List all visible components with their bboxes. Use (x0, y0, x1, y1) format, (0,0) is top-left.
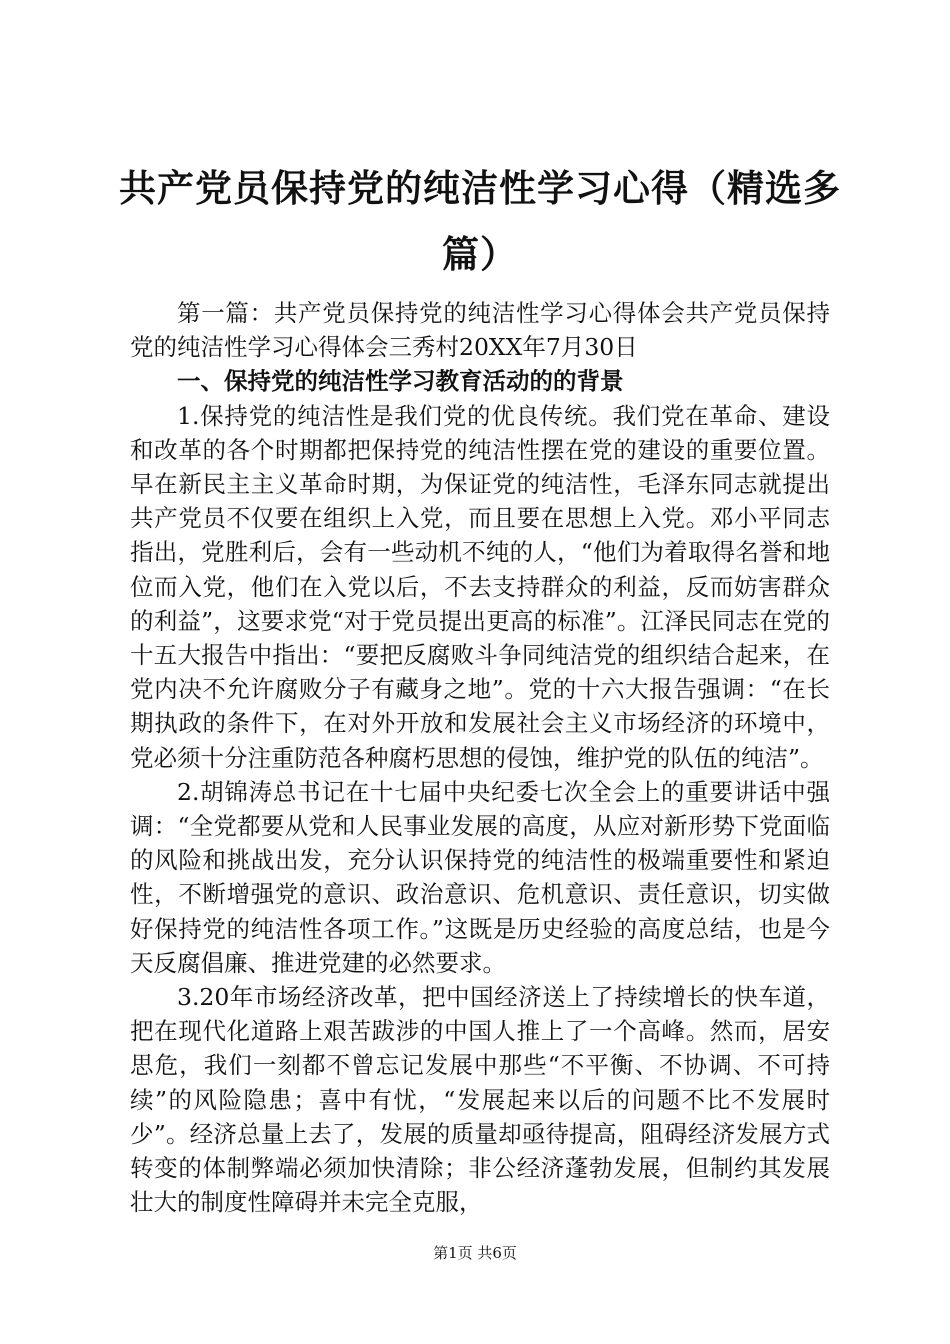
page-number-footer: 第1页 共6页 (433, 1244, 517, 1262)
document-body (130, 296, 830, 1219)
paragraph-2: 2.胡锦涛总书记在十七届中央纪委七次全会上的重要讲话中强调：“全党都要从党和人民事业发展的高度，从应对新形势下党面临的风险和挑战出发，充分认识保持党的纯洁性的极端重要性和紧迫性，不断增强党的意识、政治意识、危机意识、责任意识，切实做好保持党的纯洁性各项工作。”这既是历史经验的高度总结，也是今天反腐倡廉、推进党建的必然要求。 (130, 777, 830, 977)
section-heading: 一、保持党的纯洁性学习教育活动的的背景 (177, 367, 624, 396)
paragraph-3: 3.20年市场经济改革，把中国经济送上了持续增长的快车道，把在现代化道路上艰苦跋涉的中国人推上了一个高峰。然而，居安思危，我们一刻都不曾忘记发展中那些“不平衡、不协调、不可持续”的风险隐患；喜中有忧，“发展起来以后的问题不比不发展时少”。经济总量上去了，发展的质量却亟待提高，阻碍经济发展方式转变的体制弊端必须加快清除；非公经济蓬勃发展，但制约其发展壮大的制度性障碍并未完全克服， (130, 983, 830, 1217)
paragraph-intro: 第一篇：共产党员保持党的纯洁性学习心得体会共产党员保持党的纯洁性学习心得体会三秀村20XX年7月30日 (130, 299, 830, 362)
paragraph-1: 1.保持党的纯洁性是我们党的优良传统。我们党在革命、建设和改革的各个时期都把保持党的纯洁性摆在党的建设的重要位置。早在新民主主义革命时期，为保证党的纯洁性，毛泽东同志就提出共产党员不仅要在组织上入党，而且要在思想上入党。邓小平同志指出，党胜利后，会有一些动机不纯的人，“他们为着取得名誉和地位而入党，他们在入党以后，不去支持群众的利益，反而妨害群众的利益”，这要求党“对于党员提出更高的标准”。江泽民同志在党的十五大报告中指出：“要把反腐败斗争同纯洁党的组织结合起来，在党内决不允许腐败分子有藏身之地”。党的十六大报告强调：“在长期执政的条件下，在对外开放和发展社会主义市场经济的环境中，党必须十分注重防范各种腐朽思想的侵蚀，维护党的队伍的纯洁”。 (130, 401, 830, 772)
document-title: 共产党员保持党的纯洁性学习心得（精选多篇） (119, 166, 841, 276)
